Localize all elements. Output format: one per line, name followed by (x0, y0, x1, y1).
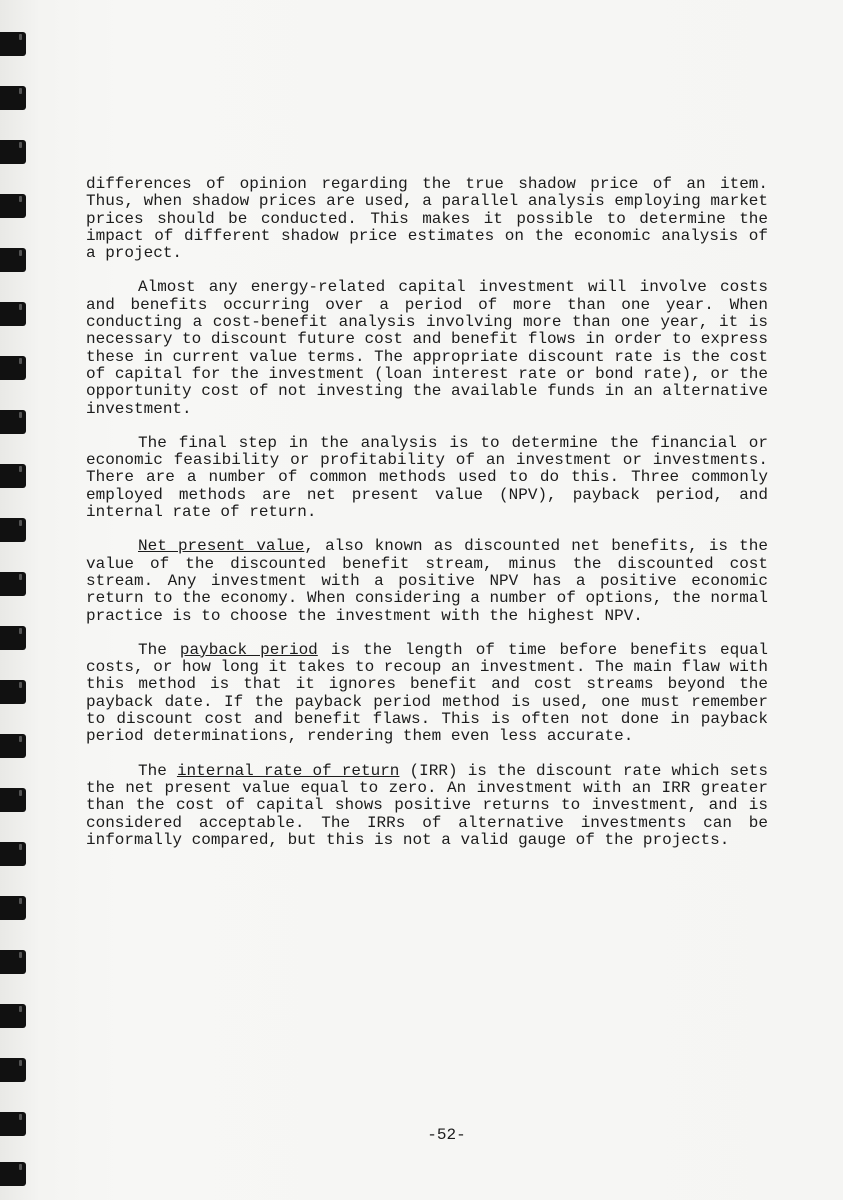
payback-lead: The (138, 640, 180, 659)
paragraph-discounting: Almost any energy-related capital investment will involve costs and benefits occurring over a period of more than one year. When conducting a cost-benefit analysis involving more than one year, it is necessary to discount future cost and benefit flows in order to express these in current value terms. The appropriate discount rate is the cost of capital for the investment (loan interest rate or bond rate), or the opportunity cost of not investing the available funds in an alternative investment. (86, 278, 768, 418)
term-internal-rate-of-return: internal rate of return (176, 761, 400, 780)
page-number: -52- (427, 1126, 466, 1144)
paragraph-final-step: The final step in the analysis is to determine the financial or economic feasibility or profitability of an investment or investments. There are a number of common methods used to do this. Three commonly employed methods are net present value (NPV), payback period, and internal rate of return. (86, 433, 768, 522)
payback-definition: is the length of time before benefits equal costs, or how long it takes to recoup an investment. The main flaw with this method is that it ignores benefit and cost streams beyond the payback date. If the payback period method is used, one must remember to discount cost and benefit flaws. This is often not done in payback period determinations, rendering them even less accurate. (86, 640, 769, 746)
paragraph-payback-period (86, 642, 768, 746)
npv-definition: , also known as discounted net benefits, is the value of the discounted benefit stream, minus the discounted cost stream. Any investment with a positive NPV has a positive economic return to the economy. When considering a number of options, the normal practice is to choose the investment with the highest NPV. (86, 537, 768, 625)
irr-lead: The (138, 761, 177, 780)
body-text (86, 176, 768, 866)
paragraph-net-present-value (86, 538, 768, 624)
term-net-present-value: Net present value (138, 537, 305, 556)
irr-definition: (IRR) is the discount rate which sets the net present value equal to zero. An investment with an IRR greater than the cost of capital shows positive returns to investment, and is considered acceptable. The IRRs of alternative investments can be informally compared, but this is not a valid gauge of the projects. (86, 761, 769, 849)
spiral-binding (0, 0, 30, 1200)
paragraph-internal-rate-of-return (86, 763, 768, 849)
paragraph-shadow-prices: differences of opinion regarding the true shadow price of an item. Thus, when shadow prices are used, a parallel analysis employing market prices should be conducted. This makes it possible to determine the impact of different shadow price estimates on the economic analysis of a project. (86, 175, 768, 263)
term-payback-period: payback period (179, 640, 318, 659)
